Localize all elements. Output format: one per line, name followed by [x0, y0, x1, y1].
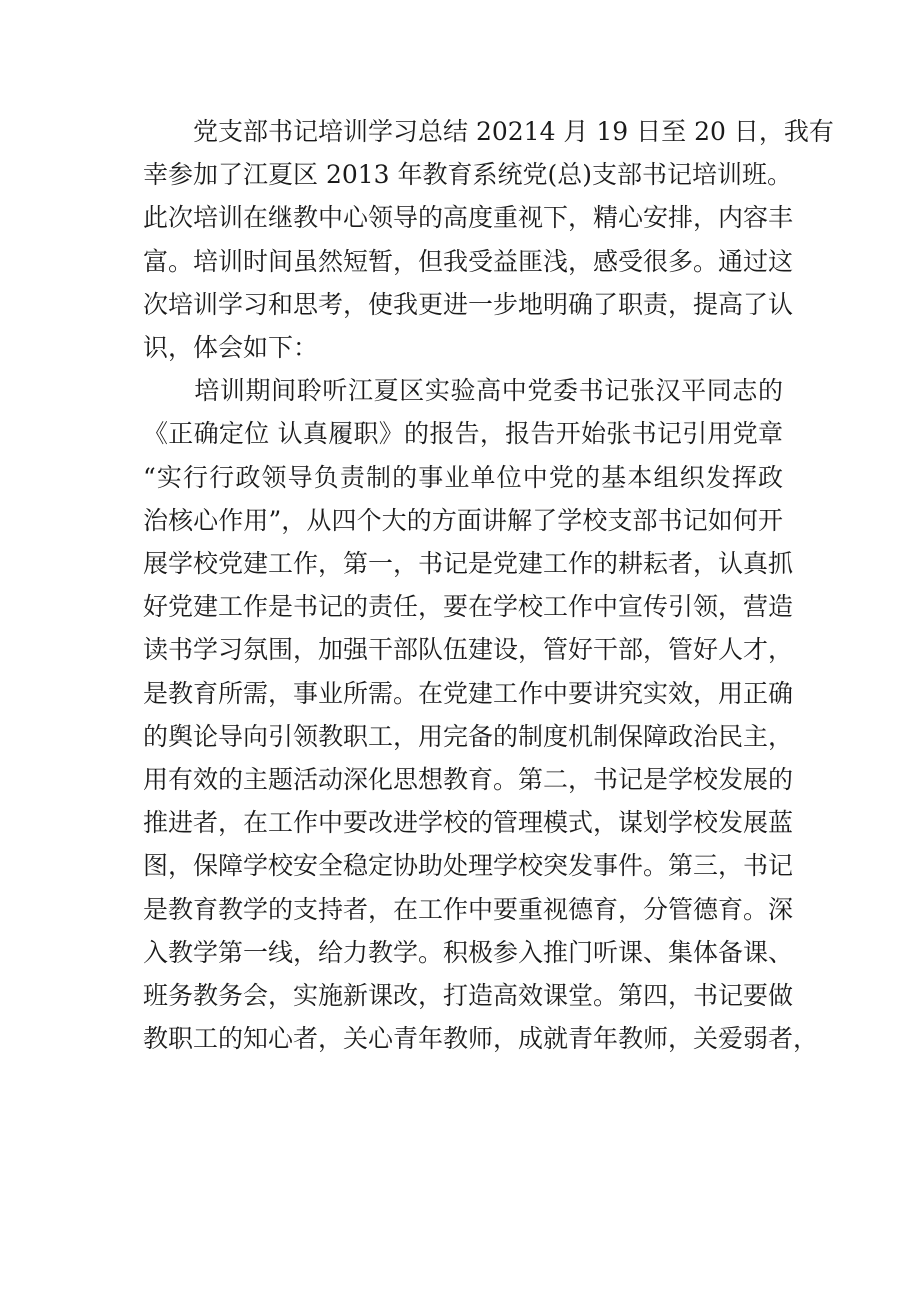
paragraph-2	[143, 369, 819, 1060]
text-line: 教职工的知心者，关心青年教师，成就青年教师，关爱弱者，	[143, 1024, 819, 1054]
text-line: 党支部书记培训学习总结 20214 月 19 日至 20 日，我有	[143, 117, 834, 146]
document-body	[143, 110, 834, 1060]
text-line: 用有效的主题活动深化思想教育。第二，书记是学校发展的	[143, 765, 794, 795]
text-line: “实行行政领导负责制的事业单位中党的基本组织发挥政	[143, 462, 783, 492]
text-line: 次培训学习和思考，使我更进一步地明确了职责，提高了认	[143, 289, 794, 319]
text-line: 治核心作用”，从四个大的方面讲解了学校支部书记如何开	[143, 505, 783, 535]
text-line: 培训期间聆听江夏区实验高中党委书记张汉平同志的	[143, 376, 783, 406]
text-line: 读书学习氛围，加强干部队伍建设，管好干部，管好人才，	[143, 635, 794, 665]
text-line: 好党建工作是书记的责任，要在学校工作中宣传引领，营造	[143, 592, 794, 622]
paragraph-1	[143, 110, 834, 369]
text-line: 推进者，在工作中要改进学校的管理模式，谋划学校发展蓝	[143, 808, 794, 838]
text-line: 图，保障学校安全稳定协助处理学校突发事件。第三，书记	[143, 851, 794, 881]
text-line: 此次培训在继教中心领导的高度重视下，精心安排，内容丰	[143, 203, 794, 233]
text-line: 是教育所需，事业所需。在党建工作中要讲究实效，用正确	[143, 678, 794, 708]
text-line: 入教学第一线，给力教学。积极参入推门听课、集体备课、	[143, 937, 794, 967]
text-line: 《正确定位 认真履职》的报告，报告开始张书记引用党章	[143, 419, 783, 449]
text-line: 识，体会如下：	[143, 333, 319, 363]
text-line: 班务教务会，实施新课改，打造高效课堂。第四，书记要做	[143, 981, 794, 1011]
text-line: 富。培训时间虽然短暂，但我受益匪浅，感受很多。通过这	[143, 246, 794, 276]
text-line: 展学校党建工作，第一，书记是党建工作的耕耘者，认真抓	[143, 549, 794, 579]
text-line: 是教育教学的支持者，在工作中要重视德育，分管德育。深	[143, 894, 794, 924]
text-line: 幸参加了江夏区 2013 年教育系统党(总)支部书记培训班。	[143, 160, 793, 190]
text-line: 的舆论导向引领教职工，用完备的制度机制保障政治民主，	[143, 721, 794, 751]
